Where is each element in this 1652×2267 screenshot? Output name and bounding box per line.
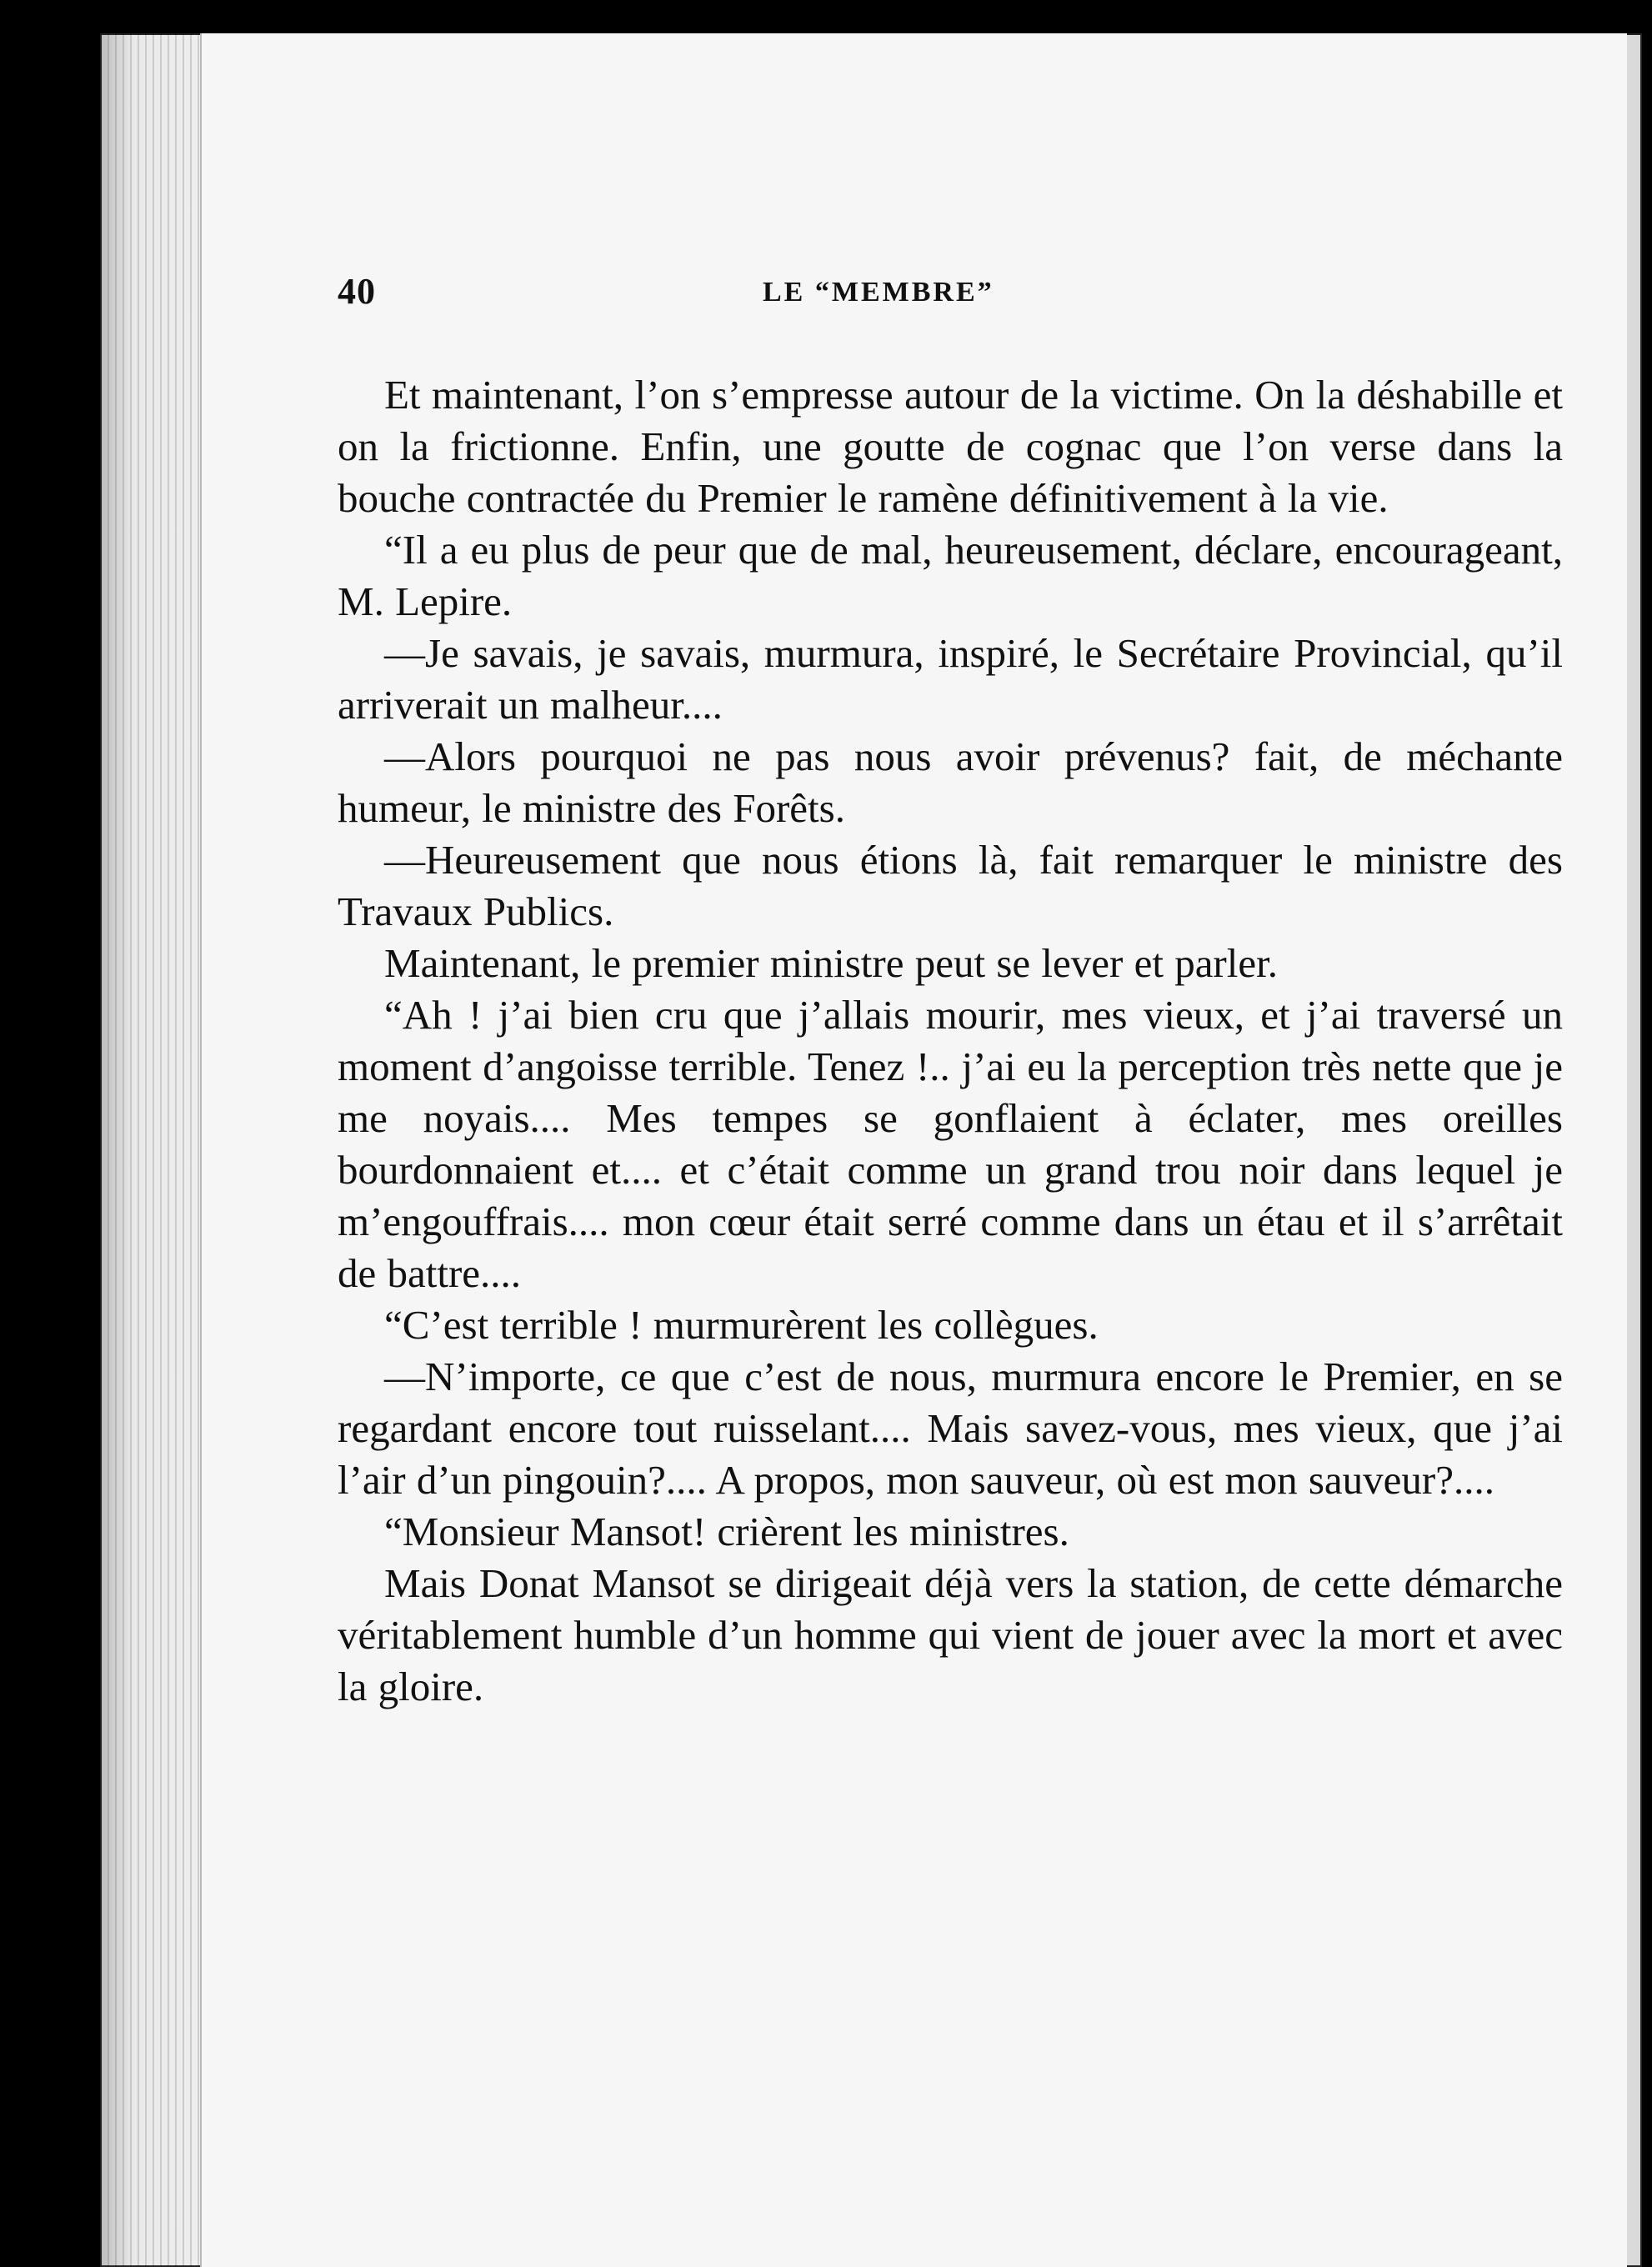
paragraph-5: —Heureusement que nous étions là, fait remarquer le ministre des Travaux Publics. bbox=[338, 837, 1563, 934]
paragraph-7: “Ah ! j’ai bien cru que j’allais mourir, mes vieux, et j’ai traversé un moment d’angoisse terrible. Tenez !.. j’ai eu la perception très nette que je me noyais.... Mes tempes se gonflaient à éclater, mes oreilles bourdonnaient et.... et c’était comme un grand trou noir dans lequel je m’engouffrais.... mon cœur était serré comme dans un étau et il s’arrêtait de battre.... bbox=[338, 992, 1563, 1296]
paragraph-6: Maintenant, le premier ministre peut se lever et parler. bbox=[384, 940, 1278, 986]
paragraph-9: —N’importe, ce que c’est de nous, murmura encore le Premier, en se regardant encore tout ruisselant.... Mais savez-vous, mes vieux, que j’ai l’air d’un pingouin?.... A propos, mon sauveur, où est mon sauveur?.... bbox=[338, 1354, 1563, 1503]
paragraph-2: “Il a eu plus de peur que de mal, heureusement, déclare, encourageant, M. Lepire. bbox=[338, 527, 1563, 624]
page-number: 40 bbox=[338, 271, 376, 312]
paragraph-8: “C’est terrible ! murmurèrent les collègues. bbox=[384, 1302, 1099, 1348]
paragraph-10: “Monsieur Mansot! crièrent les ministres. bbox=[384, 1509, 1069, 1554]
page-header bbox=[338, 265, 1563, 332]
page-content bbox=[338, 265, 1563, 2224]
paragraph-3: —Je savais, je savais, murmura, inspiré, le Secrétaire Provincial, qu’il arriverait un malheur.... bbox=[338, 630, 1563, 728]
paragraph-1: Et maintenant, l’on s’empresse autour de la victime. On la déshabille et on la frictionne. Enfin, une goutte de cognac que l’on verse dans la bouche contractée du Premier le ramène définitivement à la vie. bbox=[338, 372, 1563, 521]
paragraph-11: Mais Donat Mansot se dirigeait déjà vers la station, de cette démarche véritablement humble d’un homme qui vient de jouer avec la mort et avec la gloire. bbox=[338, 1560, 1563, 1709]
body-text bbox=[338, 369, 1563, 1713]
paragraph-4: —Alors pourquoi ne pas nous avoir prévenus? fait, de méchante humeur, le ministre des Forêts. bbox=[338, 733, 1563, 831]
running-head: LE “MEMBRE” bbox=[763, 277, 994, 308]
